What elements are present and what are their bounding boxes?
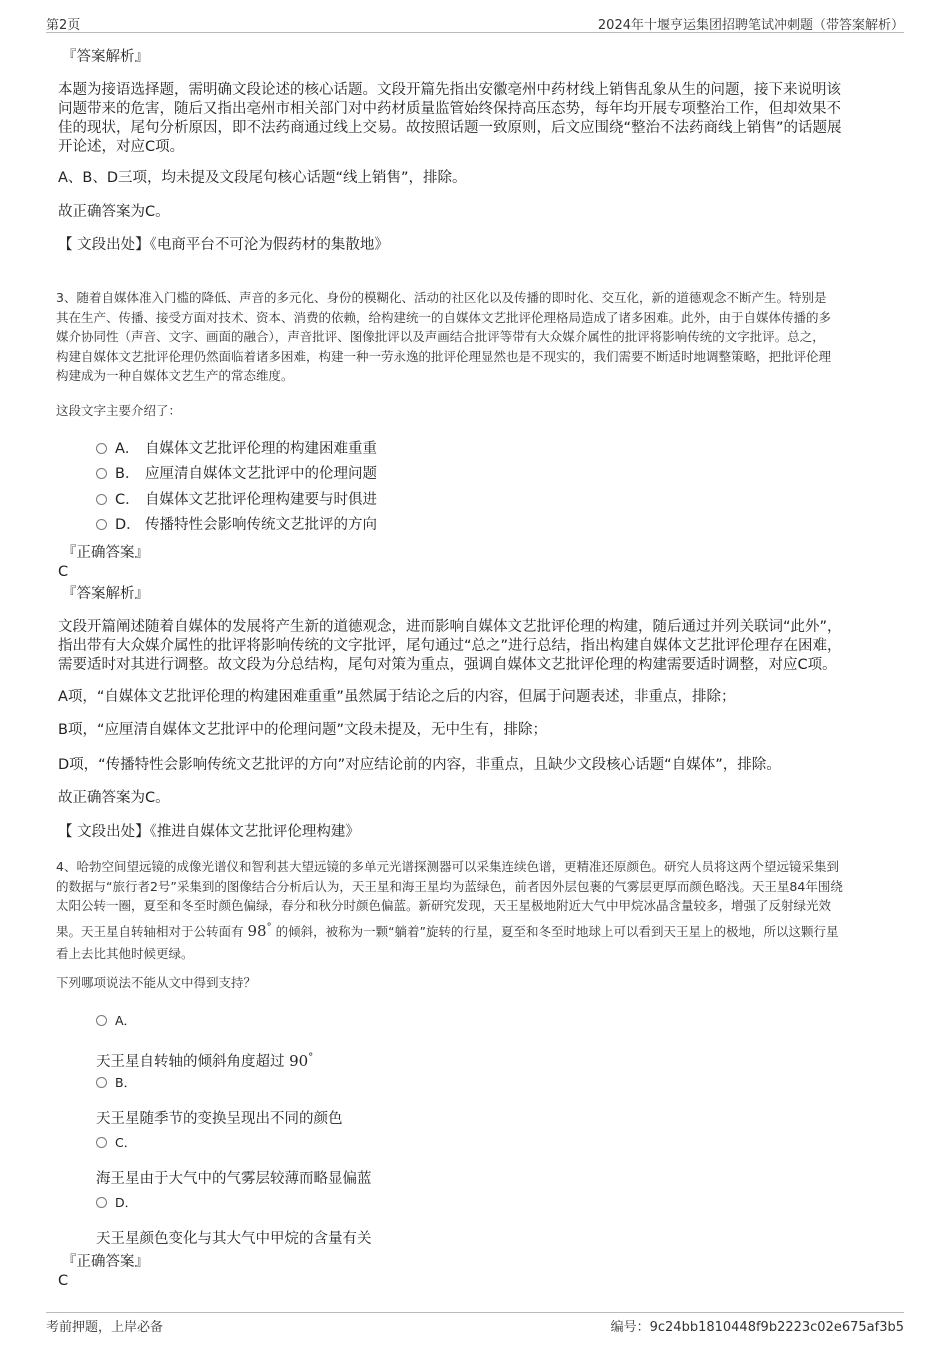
answer-label: 『正确答案』 [62,545,149,561]
analysis-label: 『答案解析』 [62,586,149,602]
option-b-text: 天王星随季节的变换呈现出不同的颜色 [96,1111,343,1127]
option-a-text: 天王星自转轴的倾斜角度超过 90° [96,1052,314,1070]
option-c[interactable]: C． [96,1134,136,1152]
option-b[interactable]: B． 应厘清自媒体文艺批评中的伦理问题 [96,465,377,483]
radio-button[interactable] [96,1077,107,1088]
stem-line: 3、随着自媒体准入门槛的降低、声音的多元化、身份的模糊化、活动的社区化以及传播的即时化、交互化，新的道德观念不断产生。特别是 [56,290,827,305]
analysis-paragraph [58,618,908,675]
note-d: D项，“传播特性会影响传统文艺批评的方向”对应结论前的内容，非重点，且缺少文段核心话题“自媒体”，排除。 [58,757,781,773]
analysis-line: 本题为接语选择题，需明确文段论述的核心话题。文段开篇先指出安徽亳州中药材线上销售乱象从生的问题，接下来说明该 [58,82,841,98]
stem-line: 太阳公转一圈，夏至和冬至时颜色偏绿，春分和秋分时颜色偏蓝。新研究发现，天王星极地附近大气中甲烷冰晶含量较多，增强了反射绿光效 [56,898,832,913]
stem-line: 构建成为一种自媒体文艺生产的常态维度。 [56,368,294,383]
radio-button[interactable] [96,443,107,454]
stem-line: 其在生产、传播、接受方面对技术、资本、消费的依赖，给构建统一的自媒体文艺批评伦理格局造成了诸多困难。此外，由于自媒体传播的多 [56,309,832,325]
option-c-text: 海王星由于大气中的气雾层较薄而略显偏蓝 [96,1171,372,1187]
document-title: 2024年十堰亨运集团招聘笔试冲刺题（带答案解析） [597,18,904,33]
radio-button[interactable] [96,519,107,530]
page-footer [46,1312,904,1335]
angle-value: 98° [247,921,272,940]
question-stem [56,288,906,386]
question-prompt: 这段文字主要介绍了： [56,403,182,418]
conclusion: 故正确答案为C。 [58,790,170,806]
radio-button[interactable] [96,1137,107,1148]
analysis-label: 『答案解析』 [62,49,149,65]
option-a[interactable]: A． [96,1012,136,1030]
stem-line: 看上去比其他时候更绿。 [56,945,194,961]
radio-button[interactable] [96,1015,107,1026]
answer-value: C [58,564,69,580]
analysis-paragraph [58,81,908,157]
analysis-line: 问题带来的危害，随后又指出亳州市相关部门对中药材质量监管始终保持高压态势，每年均开展专项整治工作，但却效果不 [58,101,841,117]
question-prompt: 下列哪项说法不能从文中得到支持？ [56,975,257,990]
stem-line: 构建自媒体文艺批评伦理仍然面临着诸多困难，构建一种一劳永逸的批评伦理显然也是不现实的，我们需要不断适时地调整策略，把批评伦理 [56,348,832,364]
note-a: A项，“自媒体文艺批评伦理的构建困难重重”虽然属于结论之后的内容，但属于问题表述，非重点，排除； [58,689,736,705]
radio-button[interactable] [96,494,107,505]
radio-button[interactable] [96,468,107,479]
analysis-line: 开论述，对应C项。 [58,139,185,155]
exclusion-note: A、B、D三项，均未提及文段尾句核心话题“线上销售”，排除。 [58,170,467,186]
analysis-line: 佳的现状，尾句分析原因，即不法药商通过线上交易。故按照话题一致原则，后文应围绕“整治不法药商线上销售”的话题展 [58,120,842,136]
analysis-line: 需要适时对其进行调整。故文段为分总结构，尾句对策为重点，强调自媒体文艺批评伦理的构建需要适时调整，对应C项。 [58,657,837,673]
analysis-line: 文段开篇阐述随着自媒体的发展将产生新的道德观念，进而影响自媒体文艺批评伦理的构建，随后通过并列关联词“此外”， [58,619,842,635]
question-stem [56,857,906,963]
footer-slogan: 考前押题，上岸必备 [46,1320,164,1335]
analysis-line: 指出带有大众媒介属性的批评将影响传统的文字批评，尾句通过“总之”进行总结，指出构建自媒体文艺批评伦理存在困难， [58,638,842,654]
option-c[interactable]: C． 自媒体文艺批评伦理构建要与时俱进 [96,491,377,509]
note-b: B项，“应厘清自媒体文艺批评中的伦理问题”文段未提及，无中生有，排除； [58,722,547,738]
conclusion: 故正确答案为C。 [58,204,170,220]
page-number: 第2页 [46,18,81,33]
document-code: 编号：9c24bb1810448f9b2223c02e675af3b5 [610,1320,904,1335]
source-citation: 【 文段出处】《电商平台不可沦为假药材的集散地》 [58,237,389,253]
option-b[interactable]: B． [96,1074,136,1092]
option-a[interactable]: A． 自媒体文艺批评伦理的构建困难重重 [96,440,377,458]
option-d-text: 天王星颜色变化与其大气中甲烷的含量有关 [96,1231,372,1247]
radio-button[interactable] [96,1197,107,1208]
option-d[interactable]: D． 传播特性会影响传统文艺批评的方向 [96,516,377,534]
stem-line: 4、哈勃空间望远镜的成像光谱仪和智利甚大望远镜的多单元光谱探测器可以采集连续色谱，更精准还原颜色。研究人员将这两个望远镜采集到 [56,859,839,874]
source-citation: 【 文段出处】《推进自媒体文艺批评伦理构建》 [58,824,360,840]
stem-line: 媒介协同性（声音、文字、画面的融合），声音批评、图像批评以及声画结合批评等带有大众媒介属性的批评将影响传统的文字批评。总之， [56,329,825,344]
option-d[interactable]: D． [96,1194,137,1212]
stem-line: 果。天王星自转轴相对于公转面有 98° 的倾斜，被称为一颗“躺着”旋转的行星，夏至和冬至时地球上可以看到天王星上的极地，所以这颗行星 [56,921,839,940]
answer-label: 『正确答案』 [62,1254,149,1270]
page-header [46,12,904,33]
stem-line: 的数据与“旅行者2号”采集到的图像结合分析后认为，天王星和海王星均为蓝绿色，前者因外层包裹的气雾层更厚而颜色略浅。天王星84年围绕 [56,878,843,894]
answer-value: C [58,1273,69,1289]
angle-value: 90° [289,1052,314,1070]
